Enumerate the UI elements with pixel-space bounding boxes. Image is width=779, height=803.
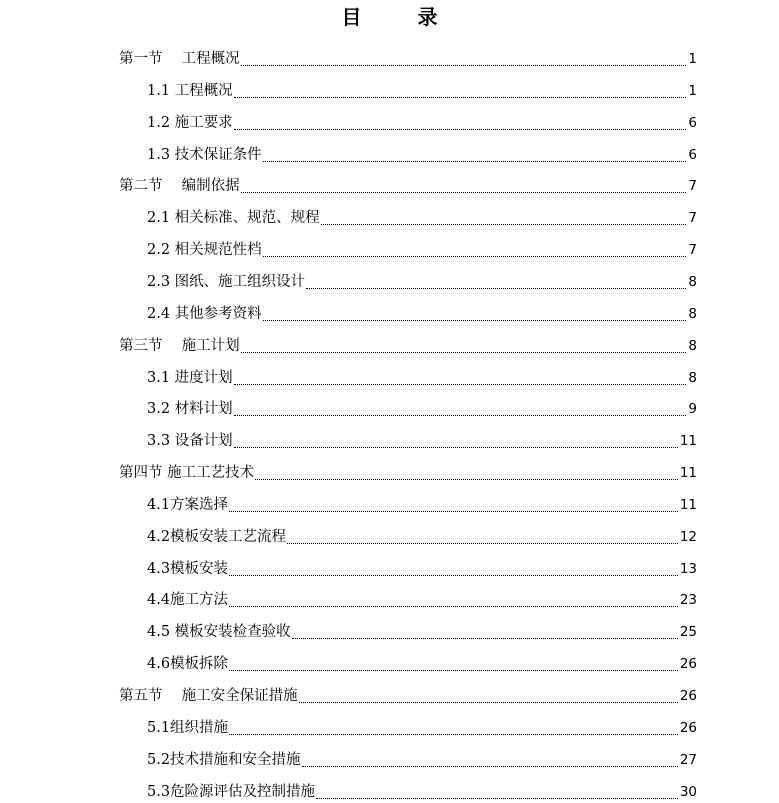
toc-page-number: 11 bbox=[679, 433, 697, 450]
toc-entry-label: 4.4施工方法 bbox=[147, 592, 229, 609]
toc-entry-label: 4.5 模板安装检查验收 bbox=[147, 624, 291, 641]
toc-dot-leader bbox=[229, 574, 678, 576]
toc-subsection-entry[interactable] bbox=[147, 611, 697, 643]
toc-dot-leader bbox=[299, 701, 678, 703]
toc-entry-label: 4.6模板拆除 bbox=[147, 656, 229, 673]
toc-subsection-entry[interactable] bbox=[147, 643, 697, 675]
toc-page-number: 23 bbox=[679, 592, 697, 609]
toc-subsection-entry[interactable] bbox=[147, 293, 697, 325]
toc-entry-label: 5.3危险源评估及控制措施 bbox=[147, 783, 316, 800]
toc-subsection-entry[interactable] bbox=[147, 579, 697, 611]
toc-entry-label: 4.2模板安装工艺流程 bbox=[147, 528, 287, 545]
toc-subsection-entry[interactable] bbox=[147, 261, 697, 293]
toc-entry-label: 4.1方案选择 bbox=[147, 496, 229, 513]
toc-subsection-entry[interactable] bbox=[147, 102, 697, 134]
toc-dot-leader bbox=[234, 414, 687, 416]
toc-dot-leader bbox=[263, 319, 687, 321]
toc-page-number: 26 bbox=[679, 719, 697, 736]
toc-dot-leader bbox=[234, 128, 687, 130]
toc-page-number: 27 bbox=[679, 751, 697, 768]
toc-dot-leader bbox=[234, 383, 687, 385]
toc-entry-label: 3.3 设备计划 bbox=[147, 433, 233, 450]
toc-dot-leader bbox=[241, 191, 687, 193]
toc-dot-leader bbox=[229, 510, 678, 512]
toc-dot-leader bbox=[241, 351, 687, 353]
toc-page-number: 26 bbox=[679, 656, 697, 673]
toc-subsection-entry[interactable] bbox=[147, 70, 697, 102]
toc-page-number: 9 bbox=[688, 401, 697, 418]
toc-dot-leader bbox=[321, 223, 687, 225]
toc-entry-label: 2.4 其他参考资料 bbox=[147, 305, 262, 322]
toc-dot-leader bbox=[229, 605, 678, 607]
toc-entry-label: 第五节 施工安全保证措施 bbox=[119, 688, 298, 704]
toc-page-number: 7 bbox=[688, 242, 697, 259]
toc-page-number: 30 bbox=[679, 783, 697, 800]
toc-page-number: 25 bbox=[679, 624, 697, 641]
toc-page-number: 1 bbox=[688, 82, 697, 99]
toc-entry-label: 2.2 相关规范性档 bbox=[147, 242, 262, 259]
toc-section-entry[interactable] bbox=[119, 325, 697, 357]
toc-subsection-entry[interactable] bbox=[147, 516, 697, 548]
toc-dot-leader bbox=[255, 478, 678, 480]
toc-section-entry[interactable] bbox=[119, 165, 697, 197]
toc-page-number: 8 bbox=[688, 273, 697, 290]
toc-subsection-entry[interactable] bbox=[147, 548, 697, 580]
toc-dot-leader bbox=[302, 765, 678, 767]
toc-dot-leader bbox=[234, 446, 678, 448]
toc-entry-label: 1.1 工程概况 bbox=[147, 82, 233, 99]
toc-page-number: 11 bbox=[679, 496, 697, 513]
toc-page-number: 8 bbox=[688, 369, 697, 386]
toc-entry-label: 第一节 工程概况 bbox=[119, 51, 240, 67]
toc-subsection-entry[interactable] bbox=[147, 707, 697, 739]
toc-subsection-entry[interactable] bbox=[147, 484, 697, 516]
page-title: 目 录 bbox=[341, 5, 456, 29]
toc-dot-leader bbox=[229, 669, 678, 671]
toc-section-entry[interactable] bbox=[119, 38, 697, 70]
toc-entry-label: 第四节 施工工艺技术 bbox=[119, 465, 255, 482]
toc-entry-label: 3.2 材料计划 bbox=[147, 401, 233, 418]
toc-dot-leader bbox=[306, 287, 686, 289]
toc-page-number: 12 bbox=[679, 528, 697, 545]
toc-section-entry[interactable] bbox=[119, 452, 697, 484]
toc-entry-label: 1.3 技术保证条件 bbox=[147, 146, 262, 163]
toc-dot-leader bbox=[263, 255, 687, 257]
toc-dot-leader bbox=[263, 160, 687, 162]
toc-dot-leader bbox=[292, 637, 678, 639]
toc-subsection-entry[interactable] bbox=[147, 771, 697, 803]
toc-page-number: 7 bbox=[688, 210, 697, 227]
toc-subsection-entry[interactable] bbox=[147, 134, 697, 166]
toc-dot-leader bbox=[316, 797, 678, 799]
toc-page-number: 8 bbox=[688, 337, 697, 354]
toc-page-number: 6 bbox=[688, 114, 697, 131]
toc-entry-label: 4.3模板安装 bbox=[147, 560, 229, 577]
toc-entry-label: 3.1 进度计划 bbox=[147, 369, 233, 386]
toc-subsection-entry[interactable] bbox=[147, 229, 697, 261]
toc-page-number: 7 bbox=[688, 178, 697, 195]
toc-entry-label: 2.3 图纸、施工组织设计 bbox=[147, 273, 306, 290]
toc-dot-leader bbox=[241, 64, 687, 66]
toc-page-number: 13 bbox=[679, 560, 697, 577]
toc-dot-leader bbox=[229, 733, 678, 735]
toc-entry-label: 5.2技术措施和安全措施 bbox=[147, 751, 301, 768]
toc-page-number: 11 bbox=[679, 465, 697, 482]
toc-subsection-entry[interactable] bbox=[147, 357, 697, 389]
toc-entry-label: 2.1 相关标准、规范、规程 bbox=[147, 210, 320, 227]
toc-subsection-entry[interactable] bbox=[147, 420, 697, 452]
toc-entry-label: 第三节 施工计划 bbox=[119, 337, 240, 354]
toc-entry-label: 1.2 施工要求 bbox=[147, 114, 233, 131]
toc-entry-label: 5.1组织措施 bbox=[147, 719, 229, 736]
toc-entry-label: 第二节 编制依据 bbox=[119, 178, 240, 195]
toc-dot-leader bbox=[234, 96, 687, 98]
toc-page-number: 26 bbox=[679, 688, 697, 704]
toc-subsection-entry[interactable] bbox=[147, 197, 697, 229]
toc-page-number: 6 bbox=[688, 146, 697, 163]
toc-page-number: 1 bbox=[688, 51, 697, 67]
toc-subsection-entry[interactable] bbox=[147, 739, 697, 771]
toc-dot-leader bbox=[287, 542, 678, 544]
toc-page-number: 8 bbox=[688, 305, 697, 322]
toc-subsection-entry[interactable] bbox=[147, 388, 697, 420]
toc-section-entry[interactable] bbox=[119, 675, 697, 707]
